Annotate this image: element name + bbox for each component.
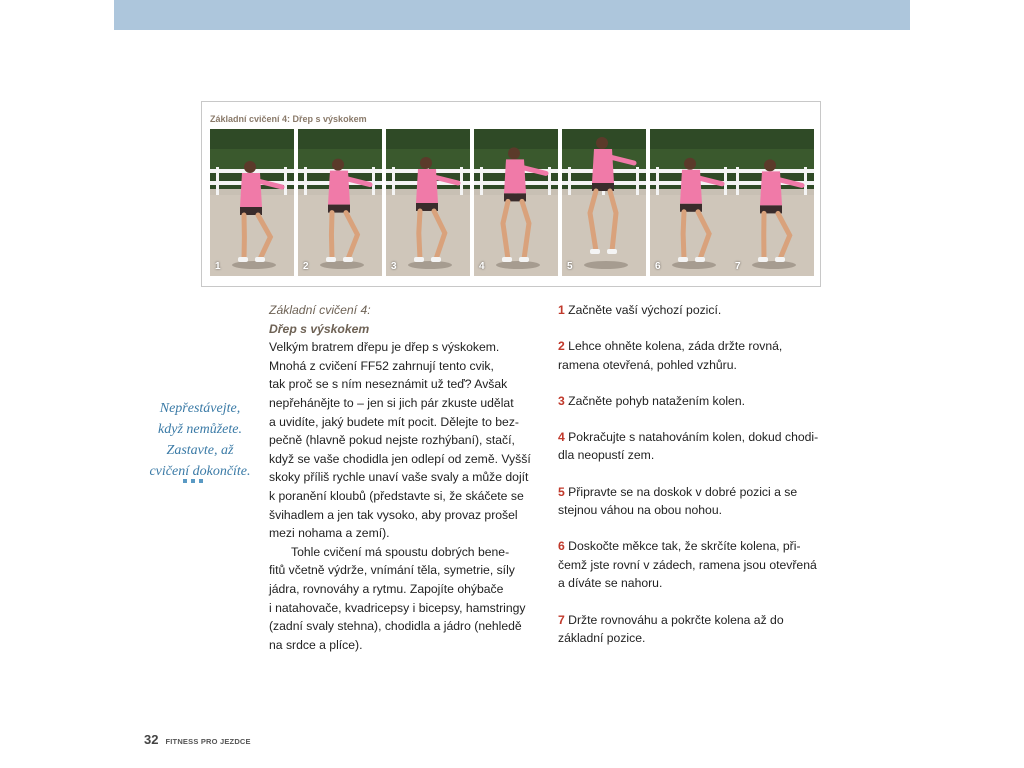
quote-line: Zastavte, až [166, 443, 234, 458]
text-line: i natahovače, kvadricepsy i bicepsy, hamstringy [269, 600, 526, 615]
photo-frame [650, 129, 734, 276]
figure-title: Základní cvičení 4: Dřep s výskokem [210, 114, 367, 124]
step-text-line: čemž jste rovní v zádech, ramena jsou otevřená [558, 557, 817, 572]
step-text-line: Připravte se na doskok v dobré pozici a se [568, 484, 798, 499]
frame-number: 1 [215, 261, 221, 272]
photo-frame [474, 129, 558, 276]
dot [191, 479, 195, 483]
photo-illustration [474, 129, 558, 276]
text-line: pečně (hlavně pokud nejste rozhýbaní), stačí, [269, 433, 515, 448]
step-text-line: Lehce ohněte kolena, záda držte rovná, [568, 339, 783, 354]
step-text-line: a díváte se nahoru. [558, 576, 663, 591]
main-text-column [269, 301, 531, 654]
photo-frame [562, 129, 646, 276]
paragraph-intro [269, 338, 531, 543]
photo-illustration [730, 129, 814, 276]
photo-frame [386, 129, 470, 276]
photo-illustration [562, 129, 646, 276]
step-number: 3 [558, 393, 565, 408]
step-item [558, 392, 828, 411]
photo-sequence [210, 129, 814, 276]
quote-line: Nepřestávejte, [159, 401, 241, 416]
step-text-line: stejnou váhou na obou nohou. [558, 503, 722, 518]
book-title: FITNESS PRO JEZDCE [165, 737, 251, 746]
quote-line: cvičení dokončíte. [149, 464, 251, 479]
frame-number: 3 [391, 261, 397, 272]
section-heading-title: Dřep s výskokem [269, 321, 370, 336]
step-text-line: dla neopustí zem. [558, 448, 655, 463]
text-line: (zadní svaly stehna), chodidla a jádro (nehledě [269, 619, 522, 634]
text-line: na srdce a plíce). [269, 637, 363, 652]
step-text-line: Držte rovnováhu a pokrčte kolena až do [568, 612, 784, 627]
step-text-line: Pokračujte s natahováním kolen, dokud chodi- [568, 429, 819, 444]
text-line: tak proč se s ním neseznámit už teď? Avšak [269, 377, 508, 392]
step-item [558, 611, 828, 648]
dot [183, 479, 187, 483]
text-line: fitů včetně výdrže, vnímání těla, symetrie, síly [269, 563, 515, 578]
frame-number: 7 [735, 261, 741, 272]
quote-dots-ornament [183, 479, 213, 483]
section-heading-label: Základní cvičení 4: [269, 303, 371, 317]
step-number: 7 [558, 612, 565, 627]
steps-column [558, 301, 828, 665]
frame-number: 6 [655, 261, 661, 272]
photo-illustration [210, 129, 294, 276]
step-item [558, 537, 828, 593]
text-line: skoky příliš rychle unaví vaše svaly a může dojít [269, 470, 529, 485]
step-number: 1 [558, 303, 565, 317]
step-text-line: ramena otevřená, pohled vzhůru. [558, 357, 737, 372]
frame-number: 2 [303, 261, 309, 272]
text-line: když se vaše chodidla jen odlepí od země. Vyšší [269, 451, 531, 466]
step-item [558, 428, 828, 465]
paragraph-benefits [269, 543, 531, 655]
step-text-line: Začněte vaší výchozí pozicí. [568, 303, 722, 317]
text-line: k poranění kloubů (představte si, že skáčete se [269, 488, 524, 503]
text-line: Velkým bratrem dřepu je dřep s výskokem. [269, 340, 500, 355]
step-number: 5 [558, 484, 565, 499]
photo-frame [298, 129, 382, 276]
exercise-figure [201, 101, 821, 287]
text-line: švihadlem a jen tak vysoko, aby provaz prošel [269, 507, 518, 522]
frame-number: 4 [479, 261, 485, 272]
step-number: 2 [558, 339, 565, 354]
frame-number: 5 [567, 261, 573, 272]
photo-frame [210, 129, 294, 276]
step-text-line: Doskočte měkce tak, že skrčíte kolena, při- [568, 539, 801, 554]
step-item [558, 483, 828, 520]
text-line: mezi nohama a zemí). [269, 526, 390, 541]
step-item [558, 301, 828, 320]
sidebar-quote [140, 398, 260, 482]
text-line: Mnohá z cvičení FF52 zahrnují tento cvik, [269, 358, 494, 373]
top-color-bar [114, 0, 910, 30]
step-number: 6 [558, 539, 565, 554]
photo-frame [730, 129, 814, 276]
page-footer [144, 732, 251, 747]
dot [199, 479, 203, 483]
photo-illustration [386, 129, 470, 276]
step-text-line: základní pozice. [558, 631, 646, 646]
text-line: nepřehánějte to – jen si jich pár zkuste udělat [269, 395, 514, 410]
step-number: 4 [558, 429, 565, 444]
text-line: jádra, rovnováhy a rytmu. Zapojíte ohýbače [269, 581, 504, 596]
photo-illustration [650, 129, 734, 276]
page-number: 32 [144, 732, 159, 747]
photo-illustration [298, 129, 382, 276]
step-item [558, 337, 828, 374]
text-line: Tohle cvičení má spoustu dobrých bene- [291, 544, 510, 559]
text-line: a uvidíte, jaký budete mít pocit. Dělejte to bez- [269, 414, 519, 429]
quote-line: když nemůžete. [158, 422, 242, 437]
step-text-line: Začněte pohyb natažením kolen. [568, 393, 746, 408]
